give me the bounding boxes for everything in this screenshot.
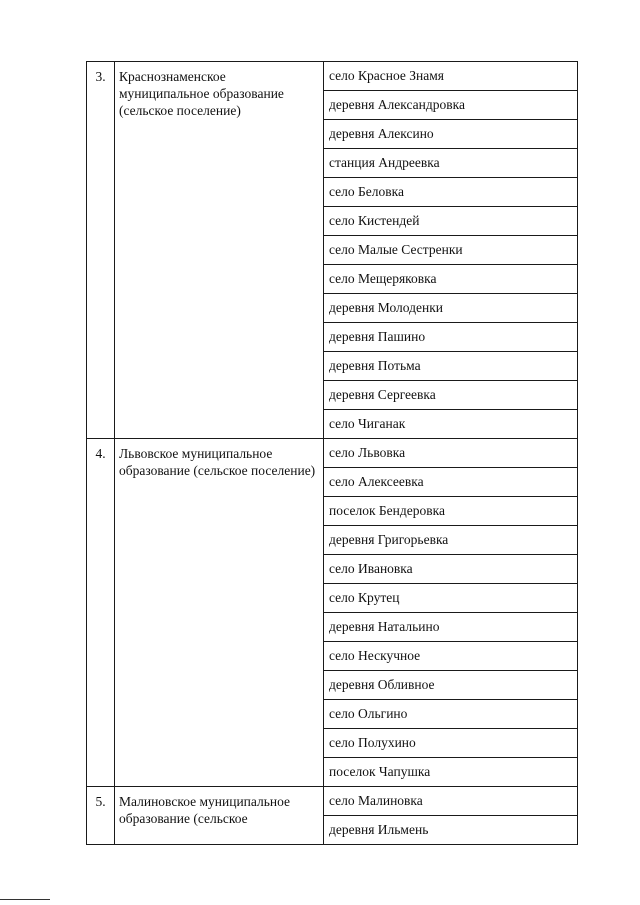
settlement-name: деревня Алексино xyxy=(324,120,578,149)
footer-rule xyxy=(0,899,50,900)
settlements-table-body xyxy=(87,62,578,845)
municipality-name: Краснознаменское муниципальное образование (сельское поселение) xyxy=(115,62,324,439)
settlement-name: село Крутец xyxy=(324,584,578,613)
settlement-name: село Полухино xyxy=(324,729,578,758)
settlement-name: деревня Григорьевка xyxy=(324,526,578,555)
settlement-name: село Чиганак xyxy=(324,410,578,439)
group-number: 3. xyxy=(87,62,115,439)
settlement-name: село Малые Сестренки xyxy=(324,236,578,265)
table-row xyxy=(87,62,578,91)
settlement-name: село Кистендей xyxy=(324,207,578,236)
settlement-name: деревня Сергеевка xyxy=(324,381,578,410)
group-number: 5. xyxy=(87,787,115,845)
group-number: 4. xyxy=(87,439,115,787)
settlement-name: деревня Обливное xyxy=(324,671,578,700)
settlement-name: село Львовка xyxy=(324,439,578,468)
table-row xyxy=(87,787,578,816)
settlements-table xyxy=(86,61,578,845)
settlement-name: деревня Ильмень xyxy=(324,816,578,845)
settlement-name: деревня Молоденки xyxy=(324,294,578,323)
settlement-name: деревня Потьма xyxy=(324,352,578,381)
table-row xyxy=(87,439,578,468)
settlement-name: село Ивановка xyxy=(324,555,578,584)
settlement-name: село Мещеряковка xyxy=(324,265,578,294)
settlement-name: деревня Александровка xyxy=(324,91,578,120)
settlement-name: деревня Пашино xyxy=(324,323,578,352)
settlement-name: станция Андреевка xyxy=(324,149,578,178)
municipality-name: Малиновское муниципальное образование (сельское xyxy=(115,787,324,845)
settlement-name: поселок Чапушка xyxy=(324,758,578,787)
municipality-name: Львовское муниципальное образование (сельское поселение) xyxy=(115,439,324,787)
settlement-name: село Беловка xyxy=(324,178,578,207)
settlement-name: село Красное Знамя xyxy=(324,62,578,91)
settlement-name: деревня Натальино xyxy=(324,613,578,642)
settlement-name: село Малиновка xyxy=(324,787,578,816)
settlement-name: поселок Бендеровка xyxy=(324,497,578,526)
settlement-name: село Алексеевка xyxy=(324,468,578,497)
settlement-name: село Нескучное xyxy=(324,642,578,671)
settlement-name: село Ольгино xyxy=(324,700,578,729)
